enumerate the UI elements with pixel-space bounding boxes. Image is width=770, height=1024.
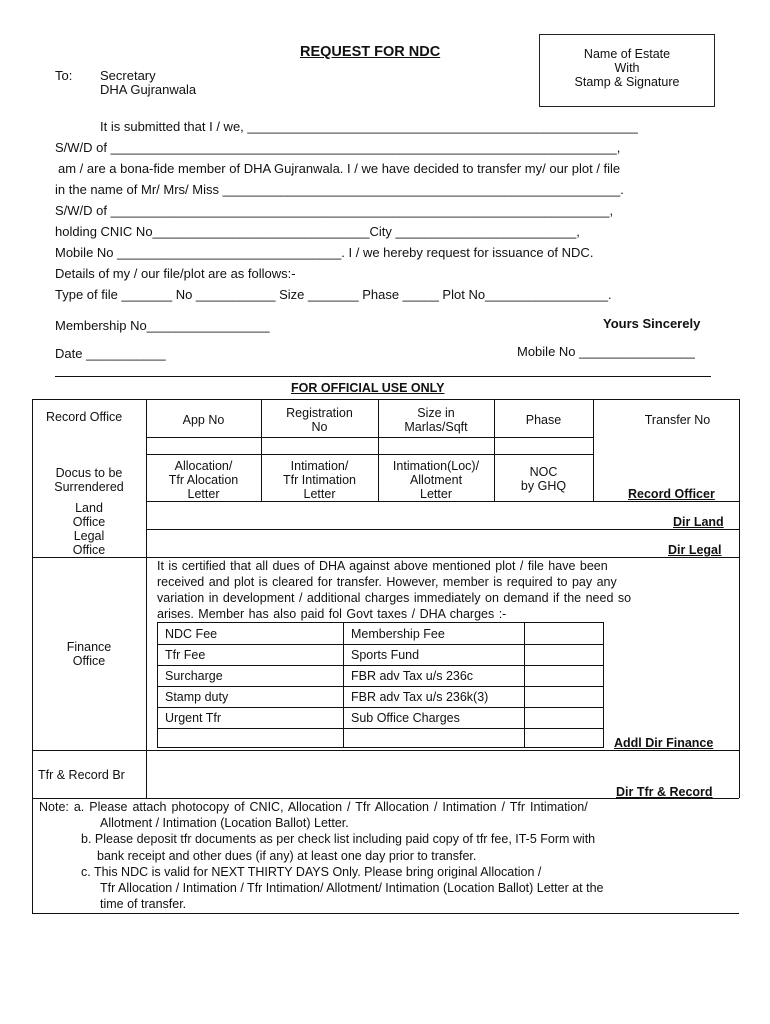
estate-stamp-box [539, 34, 715, 107]
fee-row: Surcharge FBR adv Tax u/s 236c [158, 665, 603, 687]
fee-row: Tfr Fee Sports Fund [158, 644, 603, 666]
tfr-record-br-label: Tfr & Record Br [38, 768, 125, 782]
body-line-6: holding CNIC No______________________________City _________________________, [55, 224, 580, 239]
estate-line-1: Name of Estate [583, 47, 671, 61]
estate-line-3: Stamp & Signature [574, 75, 680, 89]
dir-land-sign: Dir Land [673, 515, 724, 529]
yours-sincerely: Yours Sincerely [603, 316, 701, 331]
registration-header: Registration No [286, 406, 353, 434]
page-title: REQUEST FOR NDC [300, 44, 441, 60]
intimation-loc-cell: Intimation(Loc)/ Allotment Letter [392, 459, 480, 501]
body-line-1: It is submitted that I / we, ______________________________________________________ [100, 119, 638, 134]
land-office-label: Land Office [72, 501, 106, 529]
body-line-2: S/W/D of ______________________________________________________________________, [55, 140, 621, 155]
official-use-title: FOR OFFICIAL USE ONLY [291, 381, 445, 395]
certification-text: It is certified that all dues of DHA against above mentioned plot / file have been received and plot is cleared for transfer. However, member is required to pay any variation in development / additional charges immediately on demand if the need so arises. Member has also paid fol Govt taxes / DHA charges :- [157, 559, 632, 621]
intimation-letter-cell: Intimation/ Tfr Intimation Letter [283, 459, 356, 501]
estate-line-2: With [614, 61, 640, 75]
finance-office-label: Finance Office [66, 640, 112, 668]
to-label: To: [55, 68, 73, 83]
body-line-3: am / are a bona-fide member of DHA Gujranwala. I / we have decided to transfer my/ our plot / file [58, 161, 621, 176]
allocation-letter-cell: Allocation/ Tfr Alocation Letter [168, 459, 239, 501]
fee-row [158, 728, 603, 749]
body-line-4: in the name of Mr/ Mrs/ Miss _______________________________________________________. [55, 182, 624, 197]
date-field: Date ___________ [55, 346, 166, 361]
noc-ghq-cell: NOC by GHQ [520, 465, 567, 493]
dir-legal-sign: Dir Legal [668, 543, 722, 557]
fee-row: NDC Fee Membership Fee [158, 623, 603, 645]
docus-surrendered-label: Docus to be Surrendered [54, 466, 124, 494]
body-line-9: Type of file _______ No ___________ Size _______ Phase _____ Plot No_________________. [55, 287, 612, 302]
body-line-5: S/W/D of _____________________________________________________________________, [55, 203, 614, 218]
transfer-no-header: Transfer No [644, 413, 711, 427]
fee-row: Urgent Tfr Sub Office Charges [158, 707, 603, 729]
fee-row: Stamp duty FBR adv Tax u/s 236k(3) [158, 686, 603, 708]
legal-office-label: Legal Office [72, 529, 106, 557]
addressee-org: DHA Gujranwala [100, 82, 197, 97]
record-officer-sign: Record Officer [628, 487, 715, 501]
size-header: Size in Marlas/Sqft [404, 406, 468, 434]
dir-tfr-record-sign: Dir Tfr & Record [616, 785, 713, 799]
body-line-7: Mobile No _______________________________. I / we hereby request for issuance of NDC. [55, 245, 594, 260]
addl-dir-finance-sign: Addl Dir Finance [614, 736, 714, 750]
fee-grid [157, 622, 604, 748]
app-no-header: App No [182, 413, 225, 427]
membership-no: Membership No_________________ [55, 318, 270, 333]
body-line-8: Details of my / our file/plot are as follows:- [55, 266, 296, 281]
phase-header: Phase [525, 413, 562, 427]
separator-line [55, 376, 711, 377]
mobile-field: Mobile No ________________ [517, 344, 695, 359]
record-office-label: Record Office [46, 410, 123, 424]
addressee-title: Secretary [100, 68, 156, 83]
